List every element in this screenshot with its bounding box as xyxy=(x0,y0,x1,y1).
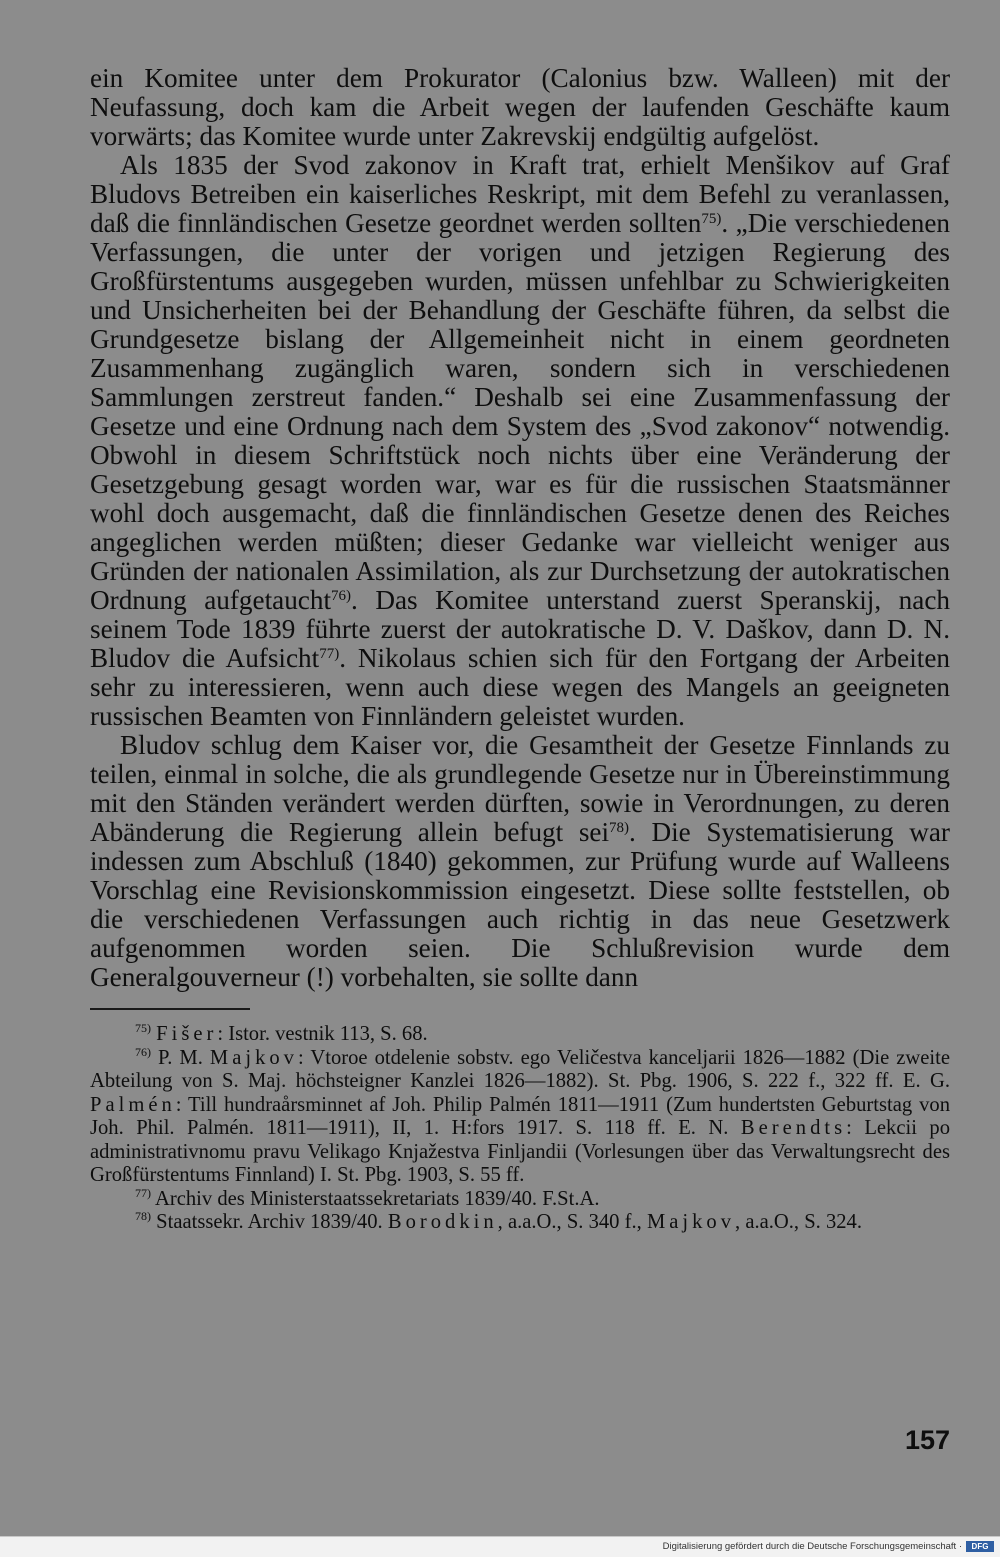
footnote-76-text-2: : Till hundraårsminnet af Joh. Philip Palmén 1811—1911 (Zum hundertsten Geburtstag von Joh. Phil. Palmén. 1811—1911), II, 1. H:fors 1917. S. 118 ff. E. N. xyxy=(90,1093,950,1139)
footnote-ref-76[interactable]: 76) xyxy=(331,588,351,604)
footnote-76-author-berendts: Berendts xyxy=(740,1117,847,1139)
paragraph-1-text: ein Komitee unter dem Prokurator (Calonius bzw. Walleen) mit der Neufassung, doch kam die Arbeit wegen der laufenden Geschäfte kaum vorwärts; das Komitee wurde unter Zakrevskij endgültig aufgelöst. xyxy=(90,63,950,151)
footnote-76-initials: P. M. xyxy=(158,1046,210,1069)
paragraph-3-text-a: Bludov schlug dem Kaiser vor, die Gesamtheit der Gesetze Finnlands zu teilen, einmal in solche, die als grundlegende Gesetze nur in Übereinstimmung mit den Ständen verändert werden dürften, sowie in Verordnungen, zu deren Abänderung die Regierung allein befugt sei xyxy=(90,730,950,847)
footnote-76-text-1: : Vtoroe otdelenie sobstv. ego Veličestva kanceljarii 1826—1882 (Die zweite Abteilung von S. Maj. höchsteigner Kanzlei 1826—1882). St. Pbg. 1906, S. 222 f., 322 ff. E. G. xyxy=(90,1046,950,1092)
footnote-75 xyxy=(90,1023,950,1047)
footnote-77-number: 77) xyxy=(135,1185,151,1200)
paragraph-1 xyxy=(90,64,950,151)
footnote-76-number: 76) xyxy=(135,1044,151,1059)
paragraph-3-text-b: . Die Systematisierung war indessen zum Abschluß (1840) gekommen, zur Prüfung wurde auf Walleens Vorschlag eine Revisionskommission eingesetzt. Diese sollte feststellen, ob die verschiedenen Verfassungen auch richtig in das neue Gesetzwerk aufgenommen worden seien. Die Schlußrevision wurde dem Generalgouverneur (!) vorbehalten, sie sollte dann xyxy=(90,817,950,992)
page-content xyxy=(90,64,950,1235)
footnote-78-text-3: , a.a.O., S. 324. xyxy=(735,1211,862,1233)
digitization-credit-bar xyxy=(0,1536,1000,1557)
footnote-divider xyxy=(90,1008,250,1010)
footnote-76-author-majkov: Majkov xyxy=(209,1046,298,1069)
footnote-ref-77[interactable]: 77) xyxy=(319,646,340,662)
dfg-logo[interactable]: DFG xyxy=(966,1541,994,1552)
footnote-75-author: Fišer xyxy=(156,1023,218,1045)
footnote-78-author-borodkin: Borodkin xyxy=(387,1211,498,1233)
footnote-78-text-2: , a.a.O., S. 340 f., xyxy=(497,1211,647,1233)
page-number: 157 xyxy=(904,1425,950,1455)
paragraph-2-text-b: . „Die verschiedenen Verfassungen, die unter der vorigen und jetzigen Regierung des Großfürstentums ausgegeben wurden, müssen unfehlbar zu Schwierigkeiten und Unsicherheiten bei der Behandlung der Geschäfte führen, da selbst die Grundgesetze bislang der Allgemeinheit nicht in einem geordneten Zusammenhang zugänglich waren, sondern sich in verschiedenen Sammlungen zerstreut fanden.“ Deshalb sei eine Zusammenfassung der Gesetze und eine Ordnung nach dem System des „Svod zakonov“ notwendig. Obwohl in diesem Schriftstück noch nichts über eine Veränderung der Gesetzgebung gesagt worden war, war es für die russischen Staatsmänner wohl doch ausgemacht, daß die finnländischen Gesetze denen des Reiches angeglichen werden müßten; dieser Gedanke war vielleicht weniger aus Gründen der nationalen Assimilation, als zur Durchsetzung der autokratischen Ordnung aufgetaucht xyxy=(90,208,950,615)
paragraph-2-text-a: Als 1835 der Svod zakonov in Kraft trat, erhielt Menšikov auf Graf Bludovs Betreiben ein kaiserliches Reskript, mit dem Befehl zu veranlassen, daß die finnländischen Gesetze geordnet werden sollten xyxy=(90,150,950,238)
footnote-78-author-majkov: Majkov xyxy=(646,1211,736,1233)
footnote-76 xyxy=(90,1044,950,1188)
footnote-76-text-3: : Lekcii po administrativnomu pravu Velikago Knjažestva Finljandii (Vorlesungen über das Verwaltungsrecht des Großfürstentums Finnland) I. St. Pbg. 1903, S. 55 ff. xyxy=(90,1117,950,1186)
footnote-75-number: 75) xyxy=(135,1021,151,1035)
footnote-ref-78[interactable]: 78) xyxy=(609,820,630,836)
paragraph-2 xyxy=(90,151,950,731)
footnote-78 xyxy=(90,1211,950,1235)
footnote-78-text-1: Staatssekr. Archiv 1839/40. xyxy=(156,1211,388,1233)
footnote-78-number: 78) xyxy=(135,1209,151,1223)
paragraph-2-text-c: . Das Komitee unterstand zuerst Speranskij, nach seinem Tode 1839 führte zuerst der autokratische D. V. Daškov, dann D. N. Bludov die Aufsicht xyxy=(90,585,950,673)
footnote-ref-75[interactable]: 75) xyxy=(701,211,722,227)
paragraph-3 xyxy=(90,731,950,992)
credit-text: Digitalisierung gefördert durch die Deutsche Forschungsgemeinschaft · xyxy=(662,1541,962,1552)
footnote-75-text: : Istor. vestnik 113, S. 68. xyxy=(217,1023,428,1045)
footnote-77 xyxy=(90,1185,950,1212)
footnote-77-text: Archiv des Ministerstaatssekretariats 1839/40. F.St.A. xyxy=(155,1187,600,1210)
paragraph-2-text-d: . Nikolaus schien sich für den Fortgang der Arbeiten sehr zu interessieren, wenn auch diese wegen des Mangels an geeigneten russischen Beamten von Finnländern geleistet wurden. xyxy=(90,643,950,731)
footnote-76-author-palmen: Palmén xyxy=(90,1093,176,1116)
